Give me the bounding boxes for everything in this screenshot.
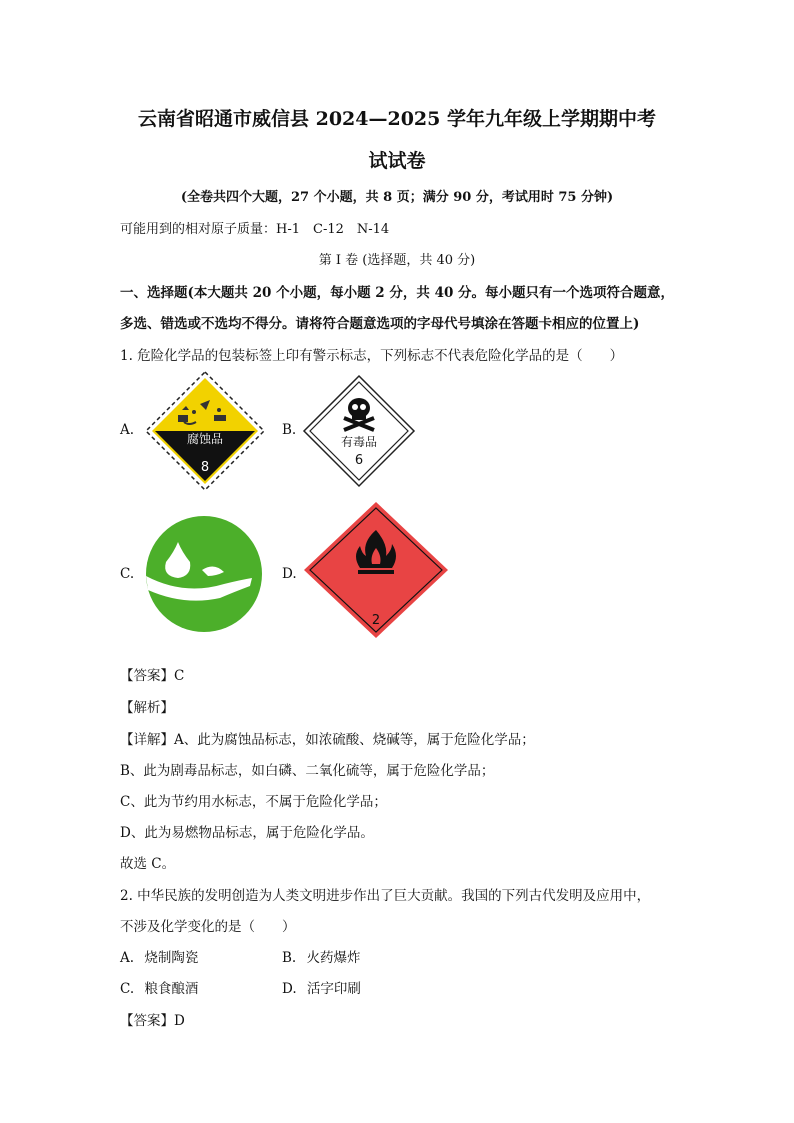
q1-conclusion: 故选 C。 (120, 856, 176, 872)
sign-a-text: 腐蚀品 (186, 432, 224, 446)
q2-option-c-letter: C. (120, 981, 135, 997)
option-b-label: B. (282, 422, 297, 438)
corrosive-sign-icon (144, 370, 266, 492)
section-instructions-line1: 一、选择题(本大题共 20 个小题，每小题 2 分，共 40 分。每小题只有一个选项符合题意， (120, 285, 675, 301)
sign-a-number: 8 (200, 460, 210, 475)
q2-option-b-text: 火药爆炸 (306, 950, 361, 966)
toxic-sign-icon (302, 374, 416, 488)
sign-b-text: 有毒品 (340, 435, 378, 449)
question-2-stem-line1: 2. 中华民族的发明创造为人类文明进步作出了巨大贡献。我国的下列古代发明及应用中， (120, 888, 651, 904)
option-d-label: D. (282, 566, 297, 582)
q2-option-d-letter: D. (282, 981, 297, 997)
water-saving-sign-icon (144, 514, 264, 634)
atomic-mass-line: 可能用到的相对原子质量：H-1 C-12 N-14 (120, 222, 390, 237)
section-instructions-line2: 多选、错选或不选均不得分。请将符合题意选项的字母代号填涂在答题卡相应的位置上) (120, 316, 640, 332)
q2-option-a (120, 946, 198, 966)
option-a-label: A. (120, 422, 135, 438)
q2-option-b-letter: B. (282, 950, 297, 966)
q1-analysis-label: 【解析】 (120, 700, 174, 716)
q2-option-c (120, 977, 198, 997)
part-title: 第 I 卷 (选择题，共 40 分) (318, 253, 476, 268)
sign-d-number: 2 (371, 613, 381, 628)
q1-detail-b: B、此为剧毒品标志，如白磷、二氧化硫等，属于危险化学品； (120, 763, 495, 779)
question-1-stem: 1. 危险化学品的包装标签上印有警示标志，下列标志不代表危险化学品的是（ ） (120, 348, 624, 364)
flammable-sign-icon (300, 500, 452, 640)
q1-detail-a: 【详解】A、此为腐蚀品标志，如浓硫酸、烧碱等，属于危险化学品； (120, 732, 535, 748)
q2-option-c-text: 粮食酿酒 (144, 981, 199, 997)
q1-detail-d: D、此为易燃物品标志，属于危险化学品。 (120, 825, 374, 841)
exam-subtitle: (全卷共四个大题，27 个小题，共 8 页；满分 90 分，考试用时 75 分钟) (180, 190, 614, 205)
option-c-label: C. (120, 566, 135, 582)
q2-option-a-letter: A. (120, 950, 135, 966)
exam-title-line1: 云南省昭通市威信县 2024—2025 学年九年级上学期期中考 (138, 108, 656, 130)
question-2-stem-line2: 不涉及化学变化的是（ ） (120, 919, 296, 935)
q2-option-d-text: 活字印刷 (306, 981, 361, 997)
q2-answer: 【答案】D (120, 1013, 185, 1029)
sign-b-number: 6 (354, 453, 364, 468)
q2-option-d (282, 977, 361, 997)
exam-title-line2: 试试卷 (368, 150, 426, 172)
q2-option-a-text: 烧制陶瓷 (144, 950, 199, 966)
q1-answer: 【答案】C (120, 668, 185, 684)
q1-detail-c: C、此为节约用水标志，不属于危险化学品； (120, 794, 387, 810)
q2-option-b (282, 946, 361, 966)
